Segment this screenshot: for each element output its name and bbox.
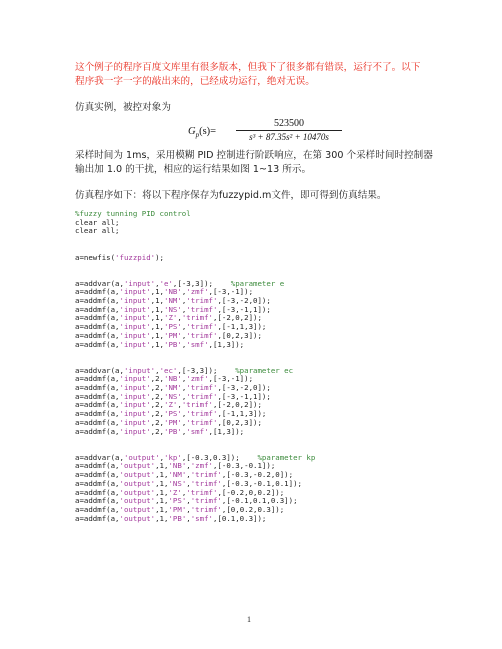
code-text: , <box>186 461 191 471</box>
code-string: 'PM' <box>164 417 182 427</box>
code-string: 'output' <box>123 452 160 462</box>
code-string: 'NB' <box>164 287 182 297</box>
code-text: a=addmf(a, <box>75 426 120 436</box>
code-string: 'trimf' <box>186 296 218 306</box>
notice-line-2: 程序我一字一字的敲出来的，已经成功运行，绝对无误。 <box>75 76 315 87</box>
code-text: ,1, <box>150 330 165 340</box>
code-text: ,1, <box>155 470 169 480</box>
code-string: 'NM' <box>164 296 182 306</box>
code-text: ,[-0.2,0,0.2]); <box>217 487 285 497</box>
code-string: 'output' <box>119 496 156 506</box>
code-line <box>75 436 315 445</box>
code-string: 'PM' <box>168 504 187 514</box>
code-string: 'output' <box>119 470 156 480</box>
code-string: 'trimf' <box>186 322 218 332</box>
code-text: , <box>186 470 191 480</box>
code-string: 'trimf' <box>181 400 213 410</box>
code-string: 'NB' <box>168 461 187 471</box>
code-text: ,1, <box>155 478 169 488</box>
code-comment: %parameter ec <box>235 365 294 375</box>
code-string: 'Z' <box>164 313 178 323</box>
code-line <box>75 349 315 358</box>
code-string: 'NB' <box>164 374 182 384</box>
code-string: 'NS' <box>164 304 182 314</box>
transfer-function-formula <box>188 118 348 144</box>
code-text: ,[-3,-2,0]); <box>217 383 271 393</box>
code-string: 'trimf' <box>186 391 218 401</box>
code-text: ,2, <box>150 417 165 427</box>
description-line-2: 输出加 1.0 的干扰，相应的运行结果如图 1~13 所示。 <box>75 164 312 175</box>
code-string: 'NM' <box>168 470 187 480</box>
code-text: , <box>186 496 191 506</box>
code-text: a=addmf(a, <box>75 296 120 306</box>
fraction-bar <box>236 130 342 131</box>
code-text: a=addmf(a, <box>75 383 120 393</box>
code-string: 'input' <box>119 287 151 297</box>
code-string: 'ec' <box>159 365 178 375</box>
code-text: , <box>181 426 187 436</box>
code-string: 'input' <box>119 296 151 306</box>
code-string: 'zmf' <box>186 287 209 297</box>
code-string: 'zmf' <box>190 461 213 471</box>
code-line <box>75 254 315 263</box>
code-text: ,[-1,1,3]); <box>217 409 267 419</box>
code-text: ,1, <box>150 339 165 349</box>
code-text: ,[-3,-1,1]); <box>217 391 271 401</box>
code-string: 'input' <box>119 339 151 349</box>
code-line <box>75 236 315 245</box>
program-intro: 仿真程序如下：将以下程序保存为fuzzypid.m文件，即可得到仿真结果。 <box>75 190 387 201</box>
code-text: a=addmf(a, <box>75 339 120 349</box>
code-string: 'trimf' <box>190 470 222 480</box>
code-comment: %parameter e <box>230 278 285 288</box>
code-text: a=addmf(a, <box>75 409 120 419</box>
code-text: , <box>181 304 187 314</box>
code-text: ,[-2,0,2]); <box>212 400 262 410</box>
code-string: 'PB' <box>164 426 182 436</box>
code-string: 'trimf' <box>186 487 218 497</box>
code-text: , <box>181 287 187 297</box>
formula-lhs: $G_p(s)=$ <box>188 126 217 140</box>
code-string: 'NS' <box>164 391 182 401</box>
code-string: 'trimf' <box>186 383 218 393</box>
code-text: ,1, <box>155 496 169 506</box>
code-string: 'trimf' <box>190 504 222 514</box>
code-text: a=addmf(a, <box>75 513 120 523</box>
code-text: a=addvar(a, <box>75 365 124 375</box>
code-text: a=addmf(a, <box>75 391 120 401</box>
code-string: 'trimf' <box>190 478 222 488</box>
code-line <box>75 227 315 236</box>
code-string: 'e' <box>159 278 173 288</box>
code-text: ,[-3,-1]); <box>208 287 254 297</box>
code-string: 'Z' <box>168 487 182 497</box>
code-text: , <box>155 278 160 288</box>
code-string: 'smf' <box>190 513 213 523</box>
code-string: 'trimf' <box>186 304 218 314</box>
code-line <box>75 515 315 524</box>
page-number: 1 <box>247 615 251 624</box>
code-string: 'trimf' <box>186 409 218 419</box>
code-text: ,[-0.3,-0.1]); <box>212 461 276 471</box>
code-string: 'smf' <box>186 426 209 436</box>
code-line <box>75 428 315 437</box>
code-string: 'input' <box>119 391 151 401</box>
code-text: ,[1,3]); <box>208 339 245 349</box>
code-text: ,1, <box>150 287 165 297</box>
code-text: a=addmf(a, <box>75 322 120 332</box>
code-string: 'NM' <box>164 383 182 393</box>
code-text: a=addmf(a, <box>75 304 120 314</box>
code-text: a=addmf(a, <box>75 487 120 497</box>
code-text: , <box>181 374 187 384</box>
code-comment: %parameter kp <box>257 452 316 462</box>
code-text: a=addmf(a, <box>75 504 120 514</box>
code-text: a=addmf(a, <box>75 417 120 427</box>
code-string: 'PS' <box>164 409 182 419</box>
code-comment: %fuzzy tunning PID control <box>75 209 191 218</box>
code-string: 'output' <box>119 487 156 497</box>
code-text: , <box>181 409 187 419</box>
code-text: a=addvar(a, <box>75 452 124 462</box>
code-text: ,[-2,0,2]); <box>212 313 262 323</box>
code-text: a=addmf(a, <box>75 287 120 297</box>
code-text: a=addmf(a, <box>75 470 120 480</box>
code-text: ,[-3,3]); <box>172 278 231 288</box>
code-string: 'input' <box>119 330 151 340</box>
code-string: 'PS' <box>164 322 182 332</box>
description-line-1: 采样时间为 1ms，采用模糊 PID 控制进行阶跃响应，在第 300 个采样时间时控制器 <box>75 150 433 161</box>
code-text: , <box>181 383 187 393</box>
code-text: ,[0,2,3]); <box>217 417 262 427</box>
code-string: 'output' <box>119 461 156 471</box>
code-text: , <box>155 365 160 375</box>
code-text: ,[0.1,0.3]); <box>212 513 267 523</box>
code-string: 'trimf' <box>186 417 218 427</box>
code-string: 'smf' <box>186 339 209 349</box>
code-text: ,[0,0.2,0.3]); <box>221 504 285 514</box>
code-text: a=addvar(a, <box>75 278 124 288</box>
code-string: 'output' <box>119 513 156 523</box>
code-text: ,[-1,1,3]); <box>217 322 267 332</box>
code-string: 'trimf' <box>181 313 213 323</box>
code-string: 'input' <box>119 374 151 384</box>
code-text: , <box>181 391 187 401</box>
code-string: 'kp' <box>164 452 182 462</box>
code-text: , <box>186 513 191 523</box>
code-string: 'PB' <box>168 513 187 523</box>
formula-numerator: 523500 <box>274 118 304 129</box>
code-string: 'PS' <box>168 496 187 506</box>
code-string: 'input' <box>123 278 156 288</box>
code-text: clear all; <box>75 226 120 236</box>
code-string: 'input' <box>123 365 156 375</box>
code-text: ,2, <box>150 400 165 410</box>
code-string: 'input' <box>119 304 151 314</box>
code-text: ,2, <box>150 391 165 401</box>
code-text: a=addmf(a, <box>75 374 120 384</box>
code-text: ,1, <box>155 504 169 514</box>
code-text: , <box>159 452 165 462</box>
code-string: 'input' <box>119 400 151 410</box>
code-string: 'output' <box>119 504 156 514</box>
code-text: a=addmf(a, <box>75 496 120 506</box>
code-string: 'input' <box>119 417 151 427</box>
code-text: , <box>181 330 187 340</box>
code-text: ,[-0.3,-0.2,0]); <box>221 470 294 480</box>
code-text: , <box>181 417 187 427</box>
code-string: 'input' <box>119 409 151 419</box>
code-text: ,2, <box>150 383 165 393</box>
formula-denominator: s³ + 87.35s² + 10470s <box>249 132 329 142</box>
code-text: a=addmf(a, <box>75 400 120 410</box>
code-text: , <box>181 339 187 349</box>
code-string: 'PM' <box>164 330 182 340</box>
code-line <box>75 341 315 350</box>
code-string: 'output' <box>119 478 156 488</box>
matlab-code-block <box>75 210 315 523</box>
code-text: a=addmf(a, <box>75 461 120 471</box>
notice-line-1: 这个例子的程序百度文库里有很多版本，但我下了很多都有错误，运行不了。以下 <box>75 62 421 73</box>
formula-fraction <box>230 118 348 143</box>
code-text: , <box>186 478 191 488</box>
code-text: ,1, <box>150 313 165 323</box>
code-text: ); <box>155 252 164 262</box>
code-text: , <box>181 296 187 306</box>
code-text: ,1, <box>150 296 165 306</box>
code-string: 'trimf' <box>190 496 222 506</box>
intro-text: 仿真实例，被控对象为 <box>75 102 171 113</box>
code-text: , <box>181 322 187 332</box>
code-text: ,[0,2,3]); <box>217 330 262 340</box>
code-text: , <box>186 504 191 514</box>
code-string: 'zmf' <box>186 374 209 384</box>
code-line <box>75 262 315 271</box>
code-text: clear all; <box>75 217 120 227</box>
code-string: 'NS' <box>168 478 187 488</box>
code-text: ,[-0.3,-0.1,0.1]); <box>221 478 302 488</box>
code-text: a=addmf(a, <box>75 478 120 488</box>
code-text: ,2, <box>150 426 165 436</box>
code-text: ,[-3,-1,1]); <box>217 304 271 314</box>
code-text: ,[-0.3,0.3]); <box>181 452 258 462</box>
code-text: ,[-3,3]); <box>177 365 236 375</box>
code-text: ,[-3,-2,0]); <box>217 296 271 306</box>
code-string: 'PB' <box>164 339 182 349</box>
code-text: ,1, <box>155 487 169 497</box>
code-string: 'trimf' <box>186 330 218 340</box>
code-string: 'input' <box>119 426 151 436</box>
code-text: a=newfis( <box>75 252 116 262</box>
code-text: ,2, <box>150 409 165 419</box>
code-text: ,2, <box>150 374 165 384</box>
code-text: , <box>177 400 182 410</box>
code-text: ,[-0.1,0.1,0.3]); <box>221 496 298 506</box>
code-text: , <box>177 313 182 323</box>
code-string: 'input' <box>119 322 151 332</box>
code-text: a=addmf(a, <box>75 330 120 340</box>
code-text: ,[1,3]); <box>208 426 245 436</box>
code-string: 'input' <box>119 313 151 323</box>
code-text: ,1, <box>150 304 165 314</box>
code-string: 'fuzzpid' <box>115 252 156 262</box>
code-text: ,1, <box>155 461 169 471</box>
code-text: a=addmf(a, <box>75 313 120 323</box>
code-string: 'Z' <box>164 400 178 410</box>
code-text: ,[-3,-1]); <box>208 374 254 384</box>
code-text: ,1, <box>155 513 169 523</box>
code-text: ,1, <box>150 322 165 332</box>
code-text: , <box>181 487 187 497</box>
code-string: 'input' <box>119 383 151 393</box>
